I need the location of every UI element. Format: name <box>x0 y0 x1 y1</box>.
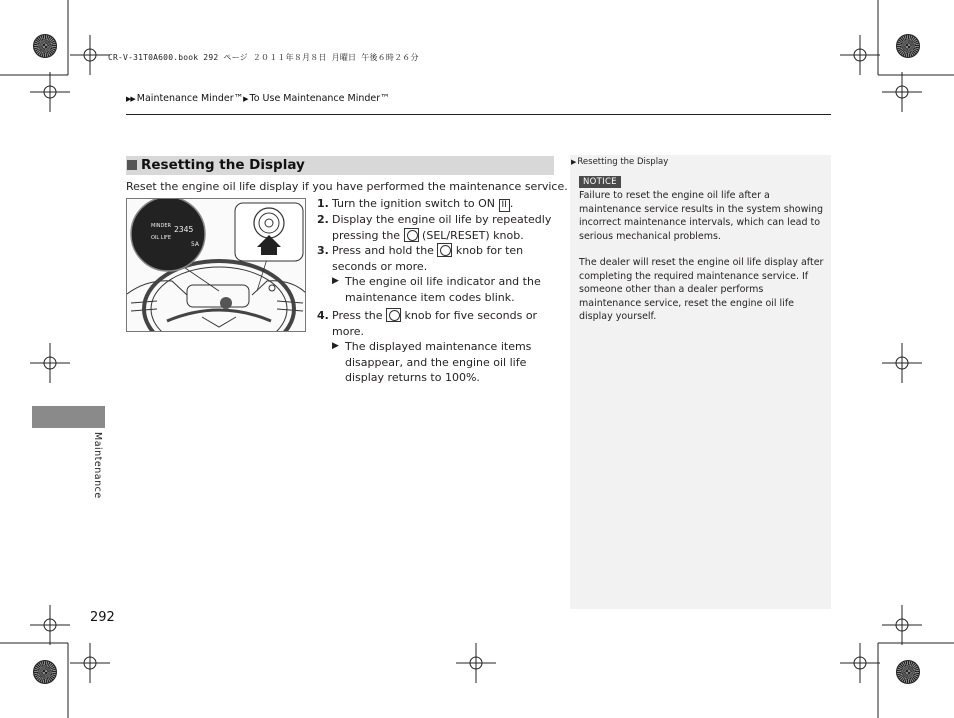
section-square-icon <box>127 160 137 170</box>
step-text: . <box>509 197 514 210</box>
step-2 <box>317 212 557 243</box>
result-arrow-icon: ▶ <box>332 341 339 351</box>
sel-reset-knob-icon <box>404 228 419 242</box>
display-code: 5A <box>191 241 199 248</box>
step-text: Press the <box>332 309 386 322</box>
step-text: (SEL/RESET) knob. <box>418 228 524 242</box>
ignition-on-icon: II <box>499 199 510 212</box>
step-3-result <box>317 274 557 305</box>
chapter-tab-label: Maintenance <box>92 432 103 499</box>
sidebar-heading-marker: ▶ <box>571 158 577 166</box>
step-4 <box>317 308 557 339</box>
registration-rosette <box>896 34 920 58</box>
breadcrumb-marker: ▶▶ <box>126 95 135 103</box>
breadcrumb-part2[interactable]: To Use Maintenance Minder™ <box>249 93 390 104</box>
sidebar-heading-text: Resetting the Display <box>577 157 669 167</box>
breadcrumb <box>126 93 390 104</box>
step-number: 3. <box>317 244 329 257</box>
step-text: Press and hold the <box>332 244 438 257</box>
file-header: CR-V-31T0A600.book 292 ページ ２０１１年８月８日 月曜日 午後６時２６分 <box>108 53 419 62</box>
dashboard-illustration <box>126 198 306 332</box>
step-3 <box>317 243 557 274</box>
display-line2: OIL LIFE <box>151 235 172 241</box>
step-list <box>317 196 557 386</box>
sel-reset-knob-icon <box>437 243 452 257</box>
section-intro: Reset the engine oil life display if you have performed the maintenance service. <box>126 180 568 193</box>
step-text: Display the engine oil life by repeatedly pressing the <box>332 213 552 242</box>
breadcrumb-part1[interactable]: Maintenance Minder™ <box>136 93 244 104</box>
section-title: Resetting the Display <box>141 157 305 173</box>
notice-badge: NOTICE <box>579 176 621 188</box>
page-number: 292 <box>90 610 115 625</box>
display-line1: MINDER <box>151 223 172 229</box>
result-text: The engine oil life indicator and the maintenance item codes blink. <box>345 275 541 304</box>
step-4-result <box>317 339 557 386</box>
result-arrow-icon: ▶ <box>332 276 339 286</box>
chapter-tab[interactable] <box>32 406 105 428</box>
breadcrumb-separator: ▶ <box>243 95 248 103</box>
step-1 <box>317 196 557 212</box>
step-text: Turn the ignition switch to ON <box>332 197 499 210</box>
registration-rosette <box>896 660 920 684</box>
step-text: knob for five seconds or more. <box>332 309 538 338</box>
result-text: The displayed maintenance items disappear, and the engine oil life display returns to 100%. <box>345 340 532 384</box>
step-text: knob for ten seconds or more. <box>332 244 524 273</box>
sidebar-heading <box>571 157 668 167</box>
registration-rosette <box>33 660 57 684</box>
step-number: 4. <box>317 309 329 322</box>
registration-rosette <box>33 34 57 58</box>
step-number: 2. <box>317 213 329 226</box>
display-value: 2345 <box>174 225 194 234</box>
sidebar-paragraph-2: The dealer will reset the engine oil life display after completing the required maintenance service. If someone other than a dealer performs maintenance service, reset the engine oil life display yourself. <box>579 257 824 322</box>
header-rule <box>126 114 831 115</box>
sel-reset-knob-icon <box>386 308 401 322</box>
sidebar-paragraph-1: Failure to reset the engine oil life after a maintenance service results in the system showing incorrect maintenance intervals, which can lead to serious mechanical problems. <box>579 190 824 242</box>
step-number: 1. <box>317 197 329 210</box>
dashboard-drawing <box>127 199 306 332</box>
